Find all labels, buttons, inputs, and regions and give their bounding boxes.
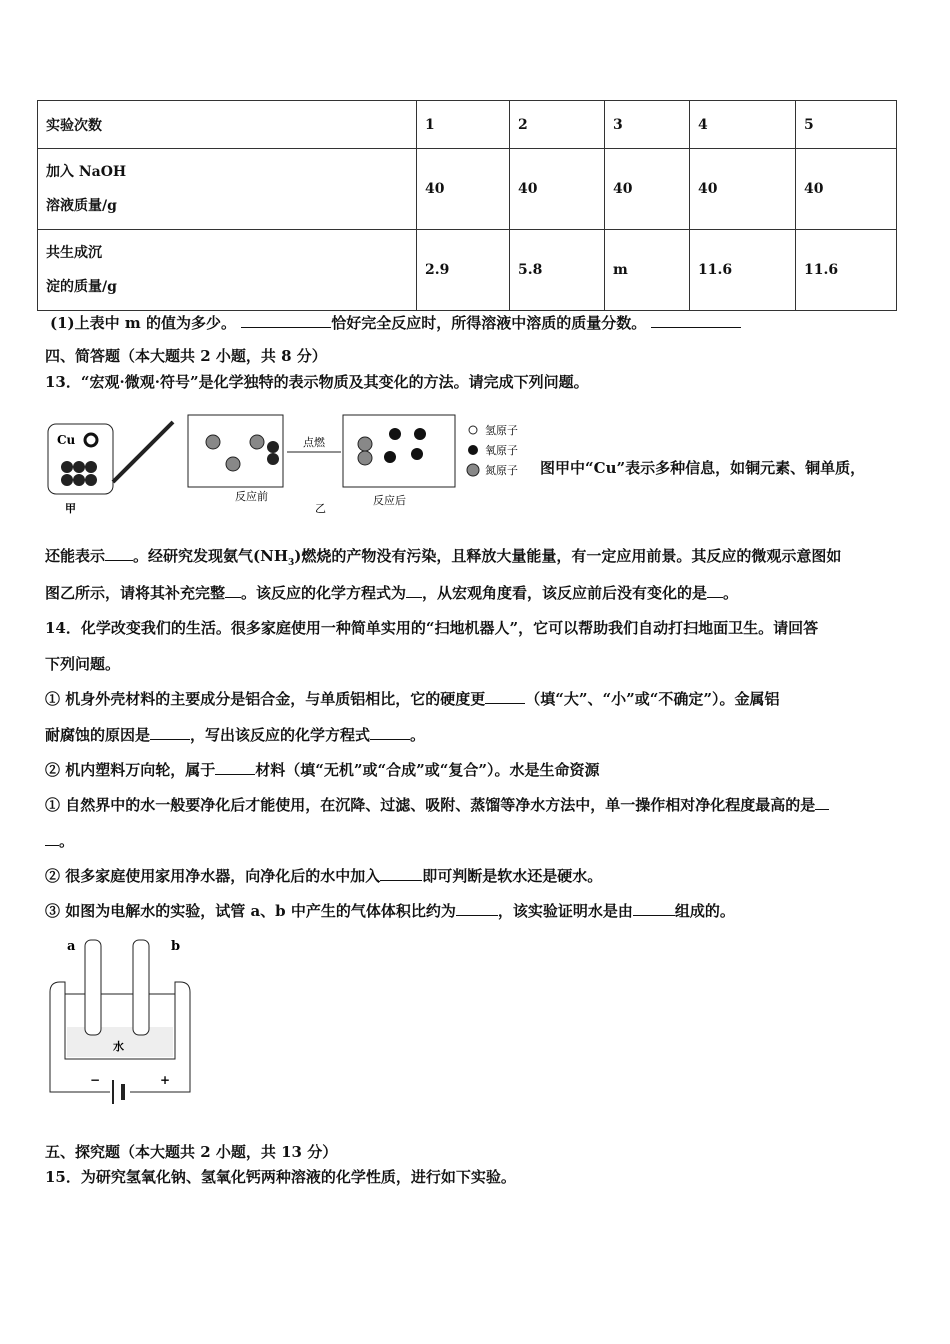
text: 材料（填“无机”或“合成”或“复合”）。水是生命资源 [255,761,600,779]
table-cell: 4 [690,101,796,149]
answer-blank[interactable] [380,866,422,881]
row-header-line: 淀的质量/g [46,279,117,295]
legend-nitrogen: 氮原子 [485,464,518,477]
question-13-line: 图甲中“Cu”表示多种信息，如铜元素、铜单质， [540,459,866,477]
text: 。 [59,832,75,850]
answer-blank[interactable] [406,583,422,598]
section-5-heading: 五、探究题（本大题共 2 小题，共 13 分） [45,1143,338,1161]
answer-blank[interactable] [45,831,59,846]
text: (1)上表中 m 的值为多少。 [50,314,236,332]
text: 3 [288,558,295,568]
question-14-line [45,831,74,851]
answer-blank[interactable] [815,795,829,810]
electrolysis-figure [45,932,195,1117]
text: 恰好完全反应时，所得溶液中溶质的质量分数。 [331,314,647,332]
legend-hydrogen: 氢原子 [485,424,518,437]
text: ③ 如图为电解水的实验，试管 a、b 中产生的气体体积比约为 [45,902,456,920]
question-14-line [45,725,425,745]
text: 耐腐蚀的原因是 [45,726,151,744]
text: ，从宏观角度看，该反应前后没有变化的是 [422,584,708,602]
experiment-table [37,100,897,311]
table-cell: 1 [417,101,510,149]
answer-blank[interactable] [215,760,255,775]
text: ，写出该反应的化学方程式 [190,726,371,744]
question-14-line [45,866,602,886]
label-after: 反应后 [373,494,406,507]
text: ① 机身外壳材料的主要成分是铝合金，与单质铝相比，它的硬度更 [45,690,486,708]
answer-blank[interactable] [370,725,410,740]
row-header [38,149,417,230]
answer-blank[interactable] [241,313,331,328]
row-header: 实验次数 [38,101,417,149]
text: 。该反应的化学方程式为 [241,584,407,602]
table-cell: 40 [510,149,605,230]
label-b: b [171,939,181,954]
text: ，该实验证明水是由 [497,902,633,920]
question-13-line [45,546,841,573]
text: （填“大”、“小”或“不确定”）。金属铝 [525,690,780,708]
answer-blank[interactable] [150,725,190,740]
text: ① 自然界中的水一般要净化后才能使用，在沉降、过滤、吸附、蒸馏等净水方法中，单一操作相对净化程度最高的是 [45,796,816,814]
question-14-line [45,901,735,921]
row-header-line: 加入 NaOH [46,164,127,180]
legend-oxygen: 氧原子 [485,444,518,457]
table-cell: 40 [417,149,510,230]
table-cell: 2.9 [417,230,510,311]
table-cell: 5 [796,101,897,149]
question-14-line [45,689,780,709]
table-cell: 40 [796,149,897,230]
table-cell: 3 [605,101,690,149]
label-before: 反应前 [235,490,268,503]
table-cell: m [605,230,690,311]
row-header-line: 共生成沉 [46,245,102,261]
label-yi: 乙 [315,502,326,515]
text: ② 很多家庭使用家用净水器，向净化后的水中加入 [45,867,381,885]
label-ignite: 点燃 [303,436,325,449]
q13-figure [45,412,545,517]
answer-blank[interactable] [651,313,741,328]
text: 图乙所示，请将其补充完整 [45,584,226,602]
question-13-line [45,583,738,603]
answer-blank[interactable] [485,689,525,704]
question-12-1 [50,313,741,333]
row-header-line: 溶液质量/g [46,198,117,214]
text: 。 [410,726,426,744]
text: 即可判断是软水还是硬水。 [422,867,603,885]
question-14-line: 下列问题。 [45,655,121,673]
answer-blank[interactable] [456,901,498,916]
section-4-heading: 四、简答题（本大题共 2 小题，共 8 分） [45,347,327,365]
text: 。经研究发现氨气(NH [133,547,288,565]
question-14-line [45,795,829,815]
answer-blank[interactable] [707,583,723,598]
text: 组成的。 [674,902,735,920]
table-cell: 40 [605,149,690,230]
answer-blank[interactable] [633,901,675,916]
text: 还能表示 [45,547,106,565]
table-cell: 11.6 [796,230,897,311]
table-cell: 2 [510,101,605,149]
label-a: a [67,939,76,954]
question-14-line: 14．化学改变我们的生活。很多家庭使用一种简单实用的“扫地机器人”，它可以帮助我们自动打扫地面卫生。请回答 [45,619,819,637]
label-minus: − [90,1073,101,1087]
text: )燃烧的产物没有污染，且释放大量能量，有一定应用前景。其反应的微观示意图如 [294,547,842,565]
cu-label: Cu [57,433,76,447]
text: ② 机内塑料万向轮，属于 [45,761,216,779]
question-13-stem: 13．“宏观·微观·符号”是化学独特的表示物质及其变化的方法。请完成下列问题。 [45,373,589,391]
table-row [38,149,897,230]
table-cell: 11.6 [690,230,796,311]
answer-blank[interactable] [105,546,133,561]
table-cell: 40 [690,149,796,230]
text: 。 [723,584,739,602]
label-water: 水 [113,1040,124,1053]
table-row [38,230,897,311]
label-plus: + [160,1073,171,1087]
label-jia: 甲 [65,502,76,515]
answer-blank[interactable] [225,583,241,598]
table-row [38,101,897,149]
row-header [38,230,417,311]
question-15-stem: 15．为研究氢氧化钠、氢氧化钙两种溶液的化学性质，进行如下实验。 [45,1168,516,1186]
question-14-line [45,760,600,780]
table-cell: 5.8 [510,230,605,311]
